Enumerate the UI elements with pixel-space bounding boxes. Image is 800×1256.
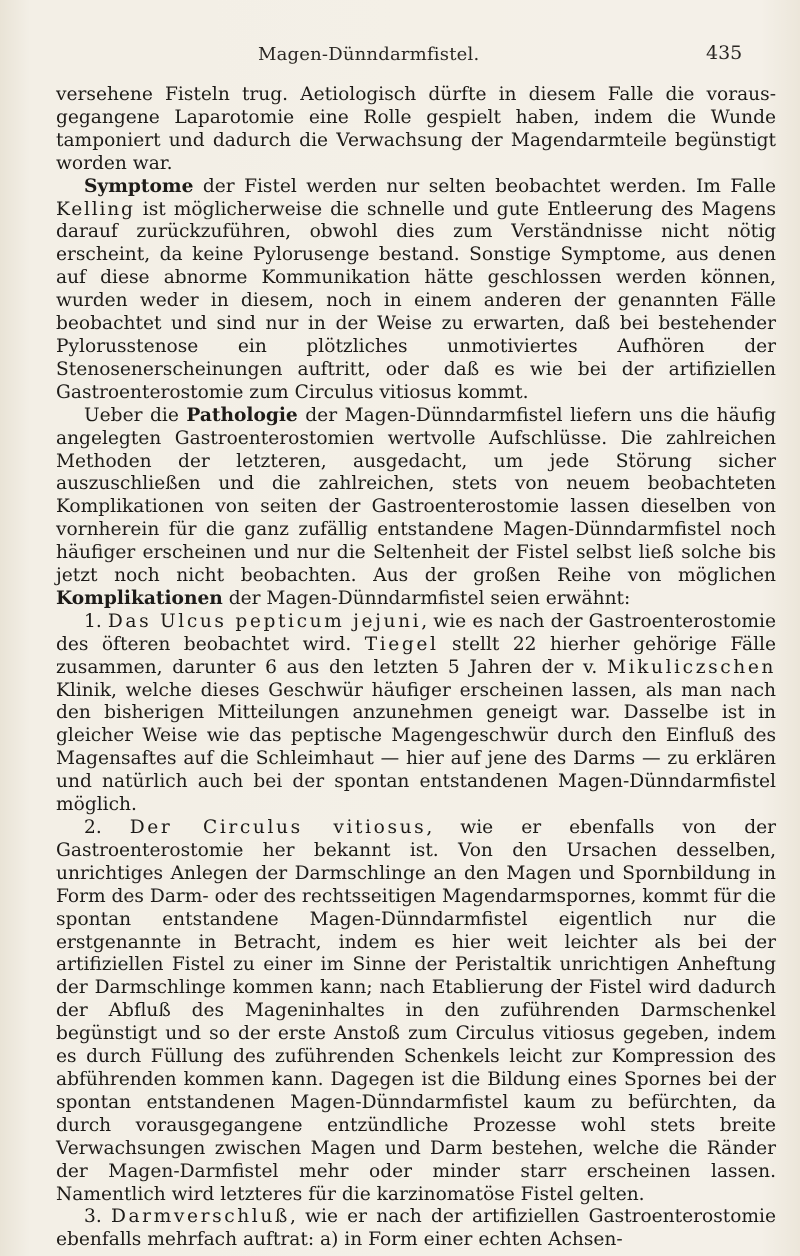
list-term: Das Ulcus pepticum jejuni	[107, 610, 422, 632]
section-heading-symptome: Symptome	[84, 175, 194, 197]
paragraph-text: der Fistel werden nur selten beobachtet werden. Im Falle	[193, 175, 776, 197]
list-number: 1.	[84, 610, 108, 632]
paragraph-text: ist möglicherweise die schnelle und gute Entleerung des Magens darauf zurückzuführen, obwohl dies zum Verständnisse nicht nötig erscheint, da keine Pylorusenge bestand. Sonstige Symptome, aus denen auf diese abnorme Kommunikation hätte geschlossen werden können, wurden weder in diesem, noch in einem anderen der genannten Fälle beobachtet und sind nur in der Weise zu erwarten, daß bei bestehender Pylorusstenose ein plötzliches unmotiviertes Aufhören der Stenosenerscheinungen auftritt, oder daß es wie bei der artifiziellen Gastroenterostomie zum Circulus vitiosus kommt.	[56, 198, 776, 403]
paragraph-text: Ueber die	[84, 404, 187, 426]
section-heading-pathologie: Pathologie	[186, 404, 298, 426]
list-text: , wie es nach der Gastroenterostomie des öfteren beobachtet wird.	[56, 610, 776, 655]
list-text: , wie er nach der artifiziellen Gastroenterostomie ebenfalls mehrfach auftrat: a) in Form einer echten Achsen-	[56, 1206, 776, 1251]
running-head: Magen-Dünndarmfistel.	[258, 44, 480, 65]
list-item	[56, 611, 776, 817]
paragraph-pathologie	[56, 405, 776, 611]
list-term: Darmverschluß	[110, 1206, 290, 1228]
paragraph-continuation	[56, 84, 776, 176]
paragraph-text: der Magen-Dünndarmfistel seien erwähnt:	[222, 587, 631, 609]
author-name: Mikuliczschen	[606, 656, 776, 678]
list-text: , wie er ebenfalls von der Gastroenterostomie her bekannt ist. Von den Ursachen desselben, unrichtiges Anlegen der Darmschlinge an den Magen und Spornbildung in Form des Darm- oder des rechtsseitigen Magendarmspornes, kommt für die spontan entstandene Magen-Dünndarmfistel eigentlich nur die erstgenannte in Betracht, indem es hier weit leichter als bei der artifiziellen Fistel zu einer im Sinne der Peristaltik unrichtigen Anheftung der Darmschlinge kommen kann; nach Etablierung der Fistel wird dadurch der Abfluß des Mageninhaltes in den zuführenden Darmschenkel begünstigt und so der erste Anstoß zum Circulus vitiosus gegeben, indem es durch Füllung des zuführenden Schenkels leicht zur Kompression des abführenden kommen kann. Dagegen ist die Bildung eines Spornes bei der spontan entstandenen Magen-Dünndarmfistel kaum zu befürchten, da durch vorausgegangene entzündliche Prozesse wohl stets breite Verwachsungen zwischen Magen und Darm bestehen, welche die Ränder der Magen-Darmfistel mehr oder minder starr erscheinen lassen. Namentlich wird letzteres für die karzinomatöse Fistel gelten.	[56, 817, 777, 1205]
page-header	[0, 44, 800, 74]
author-name: Tiegel	[364, 633, 439, 655]
list-number: 2.	[84, 817, 130, 838]
paragraph-text: versehene Fisteln trug. Aetiologisch dürfte in diesem Falle die voraus-gegangene Laparotomie eine Rolle gespielt haben, indem die Wunde tamponiert und dadurch die Verwachsung der Magendarmteile begünstigt worden war.	[56, 84, 776, 174]
list-term: Der Circulus vitiosus	[129, 817, 427, 838]
list-item	[56, 1206, 776, 1252]
body-text	[56, 84, 776, 1252]
section-heading-komplikationen: Komplikationen	[56, 587, 223, 609]
list-number: 3.	[84, 1206, 111, 1228]
author-name: Kelling	[56, 198, 135, 220]
list-text: stellt 22 hierher gehörige Fälle zusammen, darunter 6 aus den letzten 5 Jahren der v.	[56, 633, 777, 678]
list-text: Klinik, welche dieses Geschwür häufiger erscheinen lassen, als man nach den bisherigen Mitteilungen anzunehmen geneigt war. Dasselbe ist in gleicher Weise wie das peptische Magengeschwür durch den Einfluß des Magensaftes auf die Schleimhaut — hier auf jene des Darms — zu erklären und natürlich auch bei der spontan entstandenen Magen-Dünndarmfistel möglich.	[56, 679, 776, 816]
paragraph-text: der Magen-Dünndarmfistel liefern uns die häufig angelegten Gastroenterostomien wertvolle Aufschlüsse. Die zahlreichen Methoden der letzteren, ausgedacht, um jede Störung sicher auszuschließen und die zahlreichen, stets von neuem beobachteten Komplikationen von seiten der Gastroenterostomie lassen dieselben von vornherein für die ganz zufällig entstandene Magen-Dünndarmfistel noch häufiger erscheinen und nur die Seltenheit der Fistel selbst ließ solche bis jetzt noch nicht beobachten. Aus der großen Reihe von möglichen	[56, 404, 776, 587]
paragraph-symptome	[56, 176, 776, 405]
page-number: 435	[706, 42, 743, 64]
list-item	[56, 817, 776, 1206]
